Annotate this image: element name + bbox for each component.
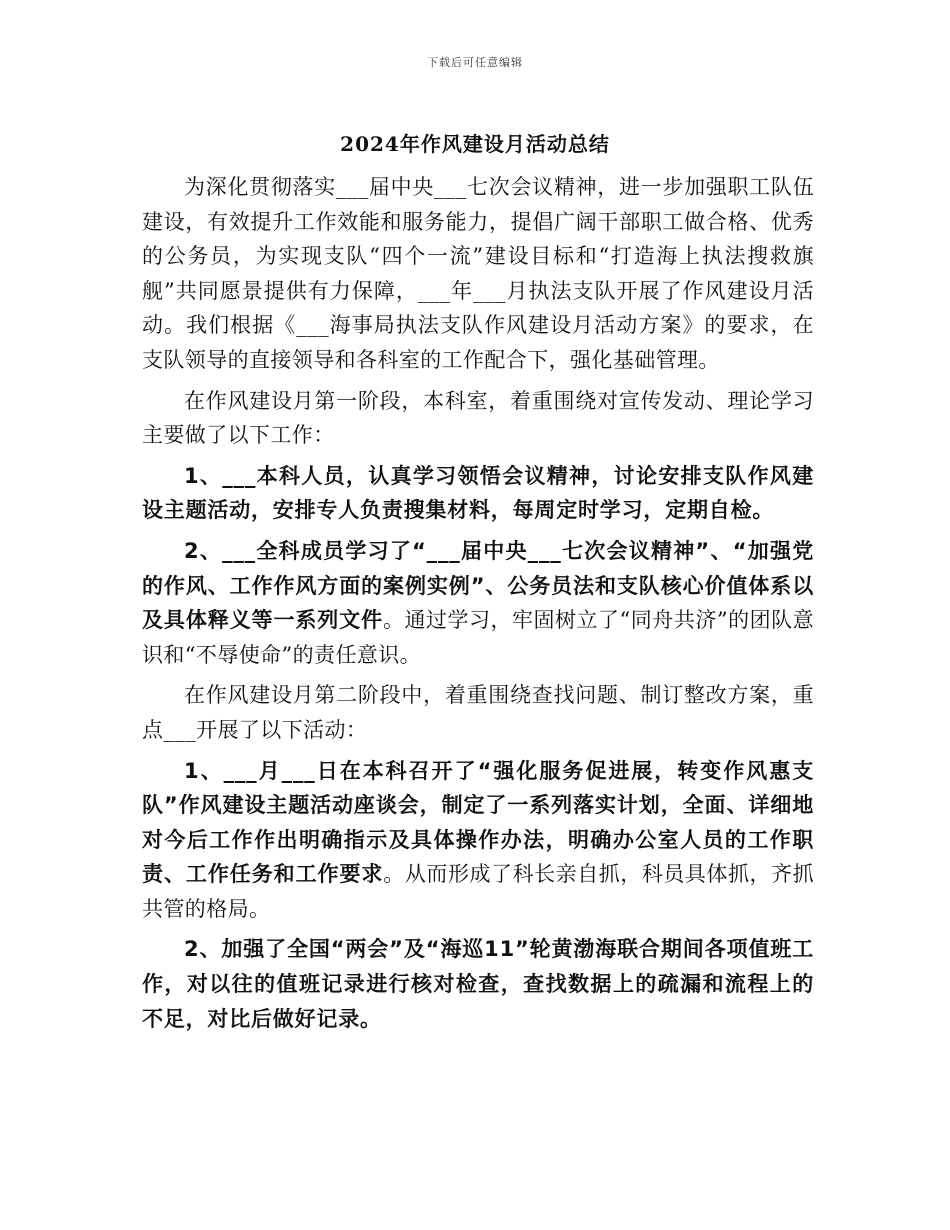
document-title: 2024年作风建设月活动总结 [340, 132, 610, 156]
header-note: 下载后可任意编辑 [427, 56, 523, 69]
document-body [142, 170, 814, 1042]
paragraph-phase-one-item-2 [142, 534, 814, 672]
paragraph-phase-two-item-1 [142, 754, 814, 927]
paragraph-phase-one: 在作风建设月第一阶段，本科室，着重围绕对宣传发动、理论学习主要做了以下工作： [142, 388, 814, 448]
paragraph-intro: 为深化贯彻落实___届中央___七次会议精神，进一步加强职工队伍建设，有效提升工作效能和服务能力，提倡广阔干部职工做合格、优秀的公务员，为实现支队“四个一流”建设目标和“打造海上执法搜救旗舰”共同愿景提供有力保障，___年___月执法支队开展了作风建设月活动。我们根据《___海事局执法支队作风建设月活动方案》的要求，在支队领导的直接领导和各科室的工作配合下，强化基础管理。 [142, 175, 814, 372]
paragraph-phase-one-item-1: 1、___本科人员，认真学习领悟会议精神，讨论安排支队作风建设主题活动，安排专人负责搜集材料，每周定时学习，定期自检。 [142, 463, 814, 523]
paragraph-phase-two-item-2: 2、加强了全国“两会”及“海巡11”轮黄渤海联合期间各项值班工作，对以往的值班记录进行核对检查，查找数据上的疏漏和流程上的不足，对比后做好记录。 [142, 937, 814, 1031]
paragraph-phase-one-item-2-bold: 2、___全科成员学习了“___届中央___七次会议精神”、“加强党的作风、工作作风方面的案例实例”、公务员法和支队核心价值体系以及具体释义等一系列文件 [142, 538, 814, 633]
paragraph-phase-two-item-1-bold: 1、___月___日在本科召开了“强化服务促进展，转变作风惠支队”作风建设主题活动座谈会，制定了一系列落实计划，全面、详细地对今后工作作出明确指示及具体操作办法，明确办公室人员的工作职责、工作任务和工作要求 [142, 758, 814, 887]
paragraph-phase-two-item-1-rest: 。从而形成了科长亲自抓，科员具体抓，齐抓共管的格局。 [142, 862, 814, 921]
paragraph-phase-one-item-2-rest: 。通过学习，牢固树立了“同舟共济”的团队意识和“不辱使命”的责任意识。 [142, 608, 814, 667]
paragraph-phase-two: 在作风建设月第二阶段中，着重围绕查找问题、制订整改方案，重点___开展了以下活动： [142, 683, 814, 742]
